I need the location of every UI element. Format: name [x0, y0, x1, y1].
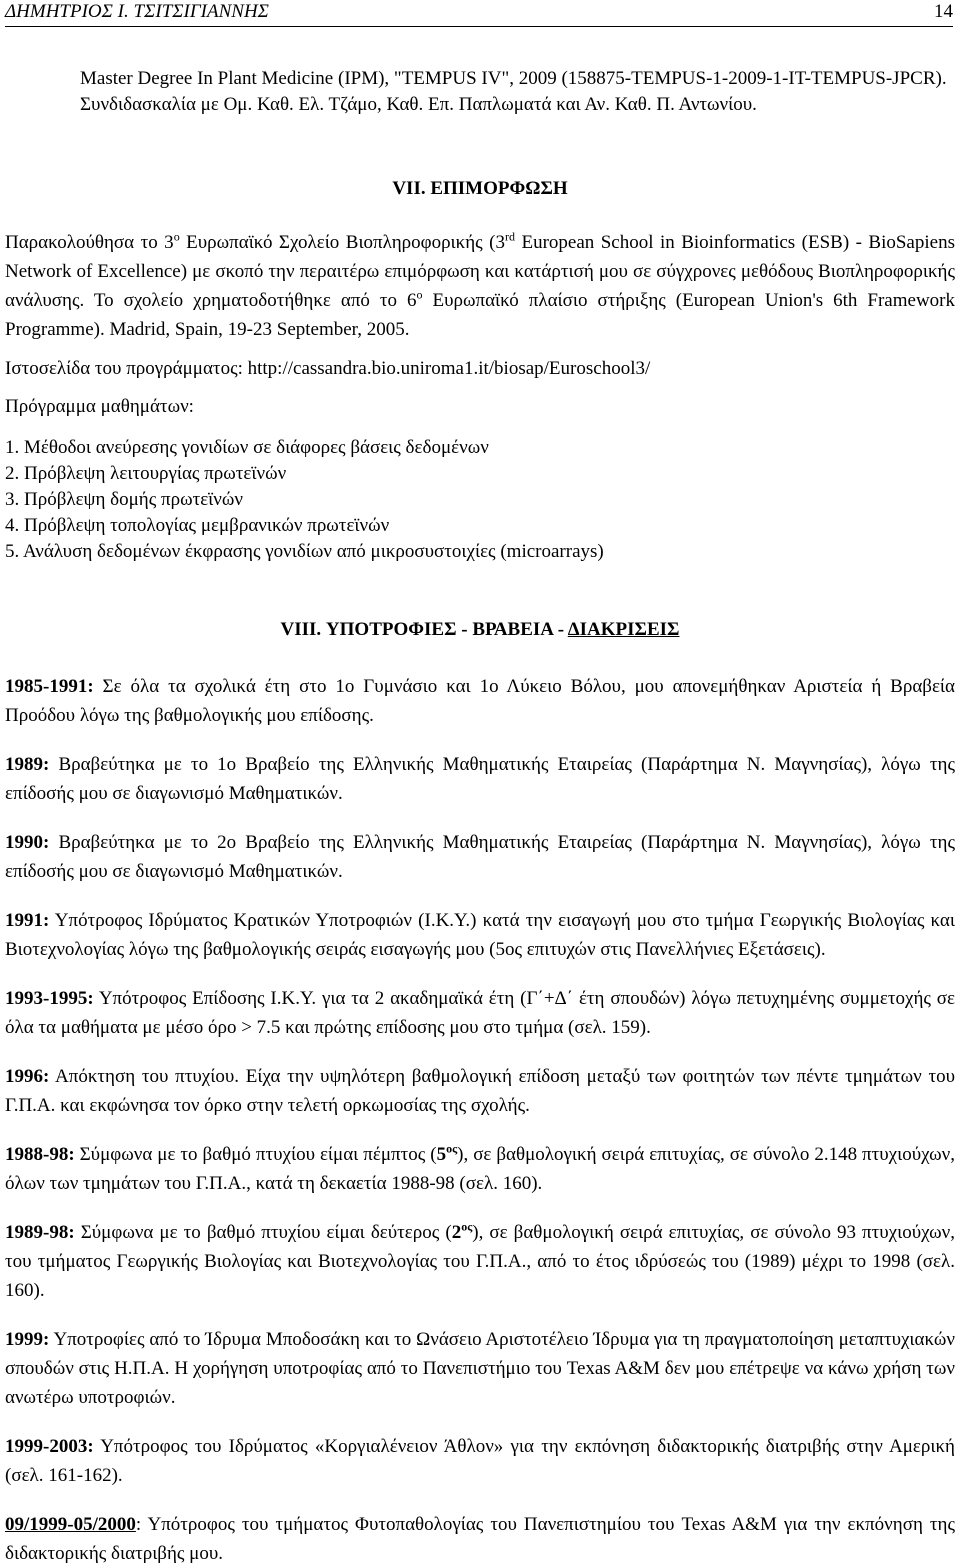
- awards-list: [5, 672, 955, 1568]
- master-degree-paragraph: Master Degree In Plant Medicine (IPM), "TEMPUS IV", 2009 (158875-TEMPUS-1-2009-1-IT-TEMPUS-JPCR). Συνδιδασκαλία με Ομ. Καθ. Ελ. Τζάμο, Καθ. Επ. Παπλωματά και Αν. Καθ. Π. Αντωνίου.: [80, 68, 947, 115]
- award-item: 1988-98: Σύμφωνα με το βαθμό πτυχίου είμαι πέμπτος $(5^{o\varsigma})$, σε βαθμολογική σειρά επιτυχίας, σε σύνολο 2.148 πτυχιούχων, όλων των τμημάτων του Γ.Π.Α., κατά τη δεκαετία 1988-98 (σελ. 160).: [5, 1141, 955, 1194]
- list-item: 4. Πρόβλεψη τοπολογίας μεμβρανικών πρωτεϊνών: [5, 515, 390, 536]
- list-item: 3. Πρόβλεψη δομής πρωτεϊνών: [5, 489, 243, 510]
- award-item: 1996: Απόκτηση του πτυχίου. Είχα την υψηλότερη βαθμολογική επίδοση μεταξύ των φοιτητών των πέντε τμημάτων του Γ.Π.Α. και εκφώνησα τον όρκο στην τελετή ορκωμοσίας της σχολής.: [5, 1066, 955, 1116]
- section-8-title: VIII. ΥΠΟΤΡΟΦΙΕΣ - ΒΡΑΒΕΙΑ - ΔΙΑΚΡΙΣΕΙΣ: [280, 619, 680, 640]
- award-item: 1989-98: Σύμφωνα με το βαθμό πτυχίου είμαι δεύτερος $(2^{o\varsigma})$, σε βαθμολογική σειρά επιτυχίας, σε σύνολο 93 πτυχιούχων, του τμήματος Γεωργικής Βιολογίας και Βιοτεχνολογίας του Γ.Π.Α., από το έτος ιδρύσεώς του (1989) μέχρι το 1998 (σελ. 160).: [5, 1219, 955, 1301]
- page-header: [5, 0, 953, 27]
- section-7-title: VII. ΕΠΙΜΟΡΦΩΣΗ: [392, 178, 568, 199]
- list-item: 5. Ανάλυση δεδομένων έκφρασης γονιδίων από μικροσυστοιχίες (microarrays): [5, 541, 604, 562]
- award-item: 1993-1995: Υπότροφος Επίδοσης Ι.Κ.Υ. για τα 2 ακαδημαϊκά έτη (Γ΄+Δ΄ έτη σπουδών) λόγω πετυχημένης συμμετοχής σε όλα τα μαθήματα με μέσο όρο > 7.5 και πρώτης επίδοσης μου στο τμήμα (σελ. 159).: [5, 988, 955, 1038]
- program-website: Ιστοσελίδα του προγράμματος: http://cassandra.bio.uniroma1.it/biosap/Euroschool3/: [5, 358, 651, 379]
- award-item: 1999: Υποτροφίες από το Ίδρυμα Μποδοσάκη και το Ωνάσειο Αριστοτέλειο Ίδρυμα για τη πραγματοποίηση μεταπτυχιακών σπουδών στις Η.Π.Α. Η χορήγηση υποτροφίας από το Πανεπιστήμιο του Texas A&M δεν μου επέτρεψε να κάνω χρήση των ανωτέρω υποτροφιών.: [5, 1329, 956, 1408]
- program-label: Πρόγραμμα μαθημάτων:: [5, 396, 194, 417]
- list-item: 2. Πρόβλεψη λειτουργίας πρωτεϊνών: [5, 463, 287, 484]
- course-list: [5, 435, 955, 565]
- award-item: 1985-1991: Σε όλα τα σχολικά έτη στο 1ο Γυμνάσιο και 1ο Λύκειο Βόλου, μου απονεμήθηκαν Αριστεία ή Βραβεία Προόδου λόγω της βαθμολογικής μου επίδοσης.: [5, 676, 955, 726]
- page-body: [5, 66, 955, 1568]
- award-item: 1990: Βραβεύτηκα με το 2ο Βραβείο της Ελληνικής Μαθηματικής Εταιρείας (Παράρτημα Ν. Μαγνησίας), λόγω της επίδοσής μου σε διαγωνισμό Μαθηματικών.: [5, 832, 955, 882]
- award-item: 1989: Βραβεύτηκα με το 1ο Βραβείο της Ελληνικής Μαθηματικής Εταιρείας (Παράρτημα Ν. Μαγνησίας), λόγω της επίδοσής μου σε διαγωνισμό Μαθηματικών.: [5, 754, 955, 804]
- award-item: 09/1999-05/2000: Υπότροφος του τμήματος Φυτοπαθολογίας του Πανεπιστημίου του Texas A&M για την εκπόνηση της διδακτορικής διατριβής μου.: [5, 1514, 955, 1564]
- list-item: 1. Μέθοδοι ανεύρεσης γονιδίων σε διάφορες βάσεις δεδομένων: [5, 437, 489, 458]
- award-item: 1999-2003: Υπότροφος του Ιδρύματος «Κοργιαλένειον Άθλον» για την εκπόνηση διδακτορικής διατριβής στην Αμερική (σελ. 161-162).: [5, 1436, 955, 1486]
- esb-paragraph: Παρακολούθησα το $3^o$ Ευρωπαϊκό Σχολείο Βιοπληροφορικής (3rd European School in Bioinformatics (ESB) - BioSapiens Network of Excellence) με σκοπό την περαιτέρω επιμόρφωση και κατάρτισή μου σε σύγχρονες μεθόδους Βιοπληροφορικής ανάλυσης. Το σχολείο χρηματοδοτήθηκε από το $6^o$ Ευρωπαϊκό πλαίσιο στήριξης (European Union's 6th Framework Programme). Madrid, Spain, 19-23 September, 2005.: [5, 229, 955, 340]
- page-number: 14: [934, 1, 953, 22]
- award-item: 1991: Υπότροφος Ιδρύματος Κρατικών Υποτροφιών (Ι.Κ.Υ.) κατά την εισαγωγή μου στο τμήμα Γεωργικής Βιολογίας και Βιοτεχνολογίας λόγω της βαθμολογικής σειράς εισαγωγής μου (5ος επιτυχών στις Πανελλήνιες Εξετάσεις).: [5, 910, 955, 960]
- header-author: ΔΗΜΗΤΡΙΟΣ Ι. ΤΣΙΤΣΙΓΙΑΝΝΗΣ: [5, 1, 269, 22]
